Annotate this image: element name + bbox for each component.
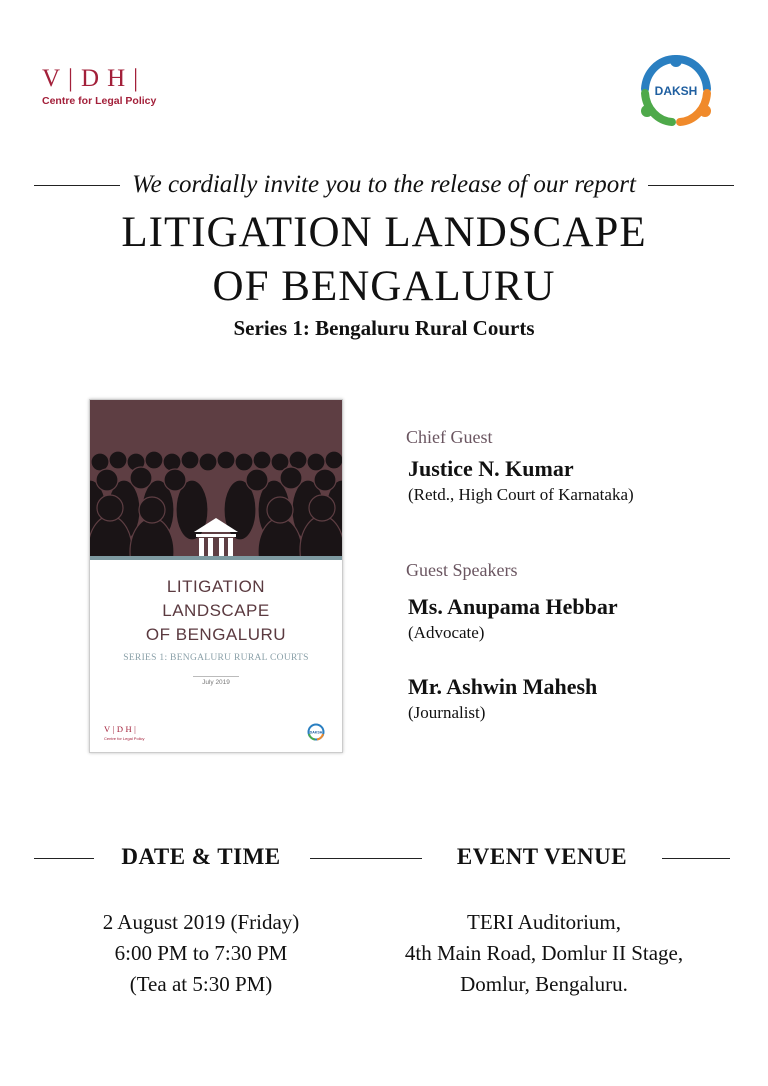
speaker-name: Mr. Ashwin Mahesh [408, 674, 598, 699]
section-rule [662, 858, 730, 859]
cover-series: SERIES 1: BENGALURU RURAL COURTS [123, 653, 309, 663]
report-cover-image [89, 399, 343, 753]
invite-text: We cordially invite you to the release of our report [132, 171, 636, 198]
speaker-affiliation: (Journalist) [408, 703, 486, 722]
cover-title [90, 575, 342, 647]
cover-title-line: LANDSCAPE [162, 601, 270, 620]
cover-title-line: LITIGATION [166, 577, 266, 596]
chief-guest-label: Chief Guest [406, 427, 493, 447]
cover-accent-band [90, 556, 342, 560]
date-time-heading: DATE & TIME [121, 844, 281, 869]
daksh-logo [638, 53, 714, 127]
speaker-name: Ms. Anupama Hebbar [408, 594, 618, 619]
cover-divider [193, 676, 239, 677]
speaker-affiliation: (Advocate) [408, 623, 485, 642]
date-time-details [56, 907, 346, 1000]
vidhi-logo [42, 66, 182, 116]
cover-date: July 2019 [202, 679, 230, 686]
invite-rule-right [648, 185, 734, 186]
tea-line: (Tea at 5:30 PM) [129, 972, 273, 996]
daksh-logo-label: DAKSH [654, 84, 698, 98]
venue-line: TERI Auditorium, [467, 910, 621, 934]
cover-vidhi-subtitle: Centre for Legal Policy [104, 736, 145, 741]
vidhi-logo-word: V|DH| [42, 65, 147, 92]
chief-guest-affiliation: (Retd., High Court of Karnataka) [408, 485, 634, 504]
cover-title-line: OF BENGALURU [145, 625, 287, 644]
venue-line: Domlur, Bengaluru. [460, 972, 628, 996]
venue-line: 4th Main Road, Domlur II Stage, [404, 941, 684, 965]
report-series: Series 1: Bengaluru Rural Courts [233, 316, 535, 340]
section-rule [34, 858, 94, 859]
invite-row [34, 168, 734, 202]
venue-details [356, 907, 732, 1000]
invite-rule-left [34, 185, 120, 186]
event-venue-heading: EVENT VENUE [456, 844, 628, 869]
cover-vidhi-logo: V|DH| [104, 724, 139, 734]
report-title-line2: OF BENGALURU [212, 263, 556, 310]
time-line: 6:00 PM to 7:30 PM [114, 941, 288, 965]
report-title-line1: LITIGATION LANDSCAPE [121, 209, 647, 256]
cover-crowd-illustration [90, 400, 342, 560]
vidhi-logo-subtitle: Centre for Legal Policy [42, 95, 157, 107]
guest-speakers-label: Guest Speakers [406, 560, 518, 580]
date-line: 2 August 2019 (Friday) [102, 910, 300, 934]
cover-daksh-logo [306, 722, 326, 742]
section-rule [310, 858, 422, 859]
svg-text:DAKSH: DAKSH [309, 730, 323, 735]
chief-guest-name: Justice N. Kumar [408, 456, 574, 481]
